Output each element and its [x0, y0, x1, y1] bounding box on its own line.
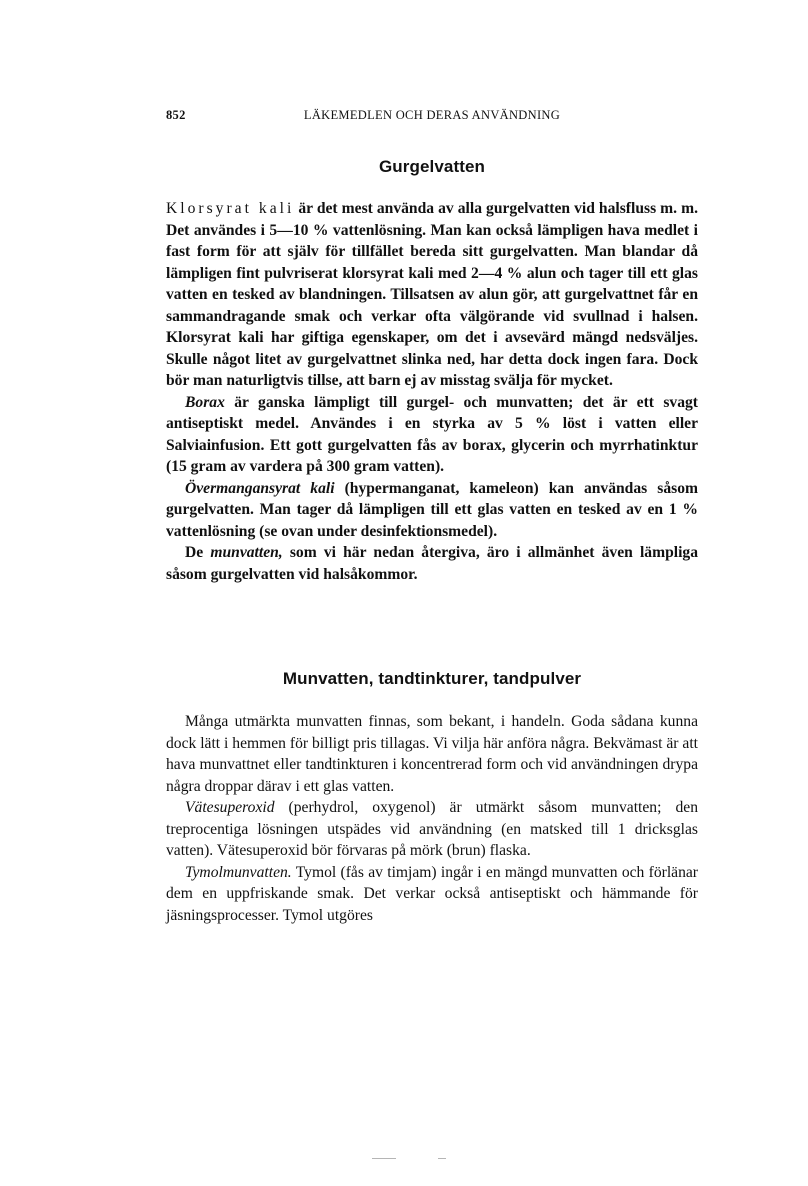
lead-term: munvatten, — [210, 544, 283, 561]
paragraph — [166, 392, 698, 478]
paragraph — [166, 797, 698, 862]
section-heading-munvatten: Munvatten, tandtinkturer, tandpulver — [282, 669, 582, 688]
paragraph — [166, 711, 698, 797]
scan-mark — [372, 1158, 452, 1160]
paragraph-text: (hypermanganat, kameleon) kan användas såsom gurgelvatten. Man tager då lämpligen till ett glas vatten en tesked av en 1 % vattenlösning (se ovan under desinfektionsmedel). — [166, 479, 698, 540]
scan-mark-right — [438, 1158, 446, 1159]
running-title: LÄKEMEDLEN OCH DERAS ANVÄNDNING — [303, 108, 561, 122]
paragraph — [166, 542, 698, 585]
running-head — [166, 108, 698, 126]
paragraph-text: som vi här nedan återgiva, äro i allmänhet även lämpliga såsom gurgelvatten vid halsåkommor. — [166, 544, 698, 583]
lead-term: Klorsyrat kali — [166, 200, 295, 217]
paragraph-text: (perhydrol, oxygenol) är utmärkt såsom munvatten; den treprocentiga lösningen utspädes vid användning (en matsked till 1 dricksglas vatten). Vätesuperoxid bör förvaras på mörk (brun) flaska. — [166, 799, 698, 859]
paragraph-text: Många utmärkta munvatten finnas, som bekant, i handeln. Goda sådana kunna dock lätt i hemmen för billigt pris tillagas. Vi vilja här anföra några. Bekvämast är att hava munvattnet eller tandtinkturen i koncentrerad form och vid användningen drypa några droppar därav i ett glas vatten. — [166, 713, 698, 795]
paragraph-text: är ganska lämpligt till gurgel- och munvatten; det är ett svagt antiseptiskt medel. Användes i en styrka av 5 % löst i vatten eller Salviainfusion. Ett gott gurgelvatten fås av borax, glycerin och myrrhatinktur (15 gram av vardera på 300 gram vatten). — [166, 393, 698, 475]
lead-term: Tymolmunvatten. — [185, 863, 292, 881]
page-number: 852 — [166, 108, 186, 122]
paragraph-text: är det mest använda av alla gurgelvatten vid halsfluss m. m. Det användes i 5—10 % vattenlösning. Man kan också lämpligen hava medlet i fast form för att själv för tillfället bereda sitt gurgelvatten. Man blandar då lämpligen fint pulvriserat klorsyrat kali med 2—4 % alun och tager till ett glas vatten en tesked av blandningen. Tillsatsen av alun gör, att gurgelvattnet får en sammandragande smak och verkar ofta välgörande vid svullnad i halsen. Klorsyrat kali har giftiga egenskaper, om det i avsevärd mängd nedsväljes. Skulle något litet av gurgelvattnet slinka ned, har detta dock ingen fara. Dock bör man naturligtvis tillse, att barn ej av misstag svälja för mycket. — [166, 200, 698, 389]
section-heading-gurgelvatten: Gurgelvatten — [378, 157, 486, 176]
section-body-munvatten — [166, 711, 698, 926]
paragraph-lead: De — [185, 544, 211, 561]
lead-term: Övermangansyrat kali — [185, 479, 335, 497]
paragraph-text: Tymol (fås av timjam) ingår i en mängd munvatten och förlänar dem en uppfriskande smak. Det verkar också antiseptiskt och hämmande för jäsningsprocesser. Tymol utgöres — [166, 863, 698, 924]
paragraph — [166, 862, 698, 927]
lead-term: Vätesuperoxid — [185, 799, 275, 816]
lead-term: Borax — [185, 393, 225, 411]
paragraph — [166, 198, 698, 392]
section-body-gurgelvatten — [166, 198, 698, 585]
paragraph — [166, 478, 698, 543]
scan-mark-left — [372, 1158, 396, 1159]
